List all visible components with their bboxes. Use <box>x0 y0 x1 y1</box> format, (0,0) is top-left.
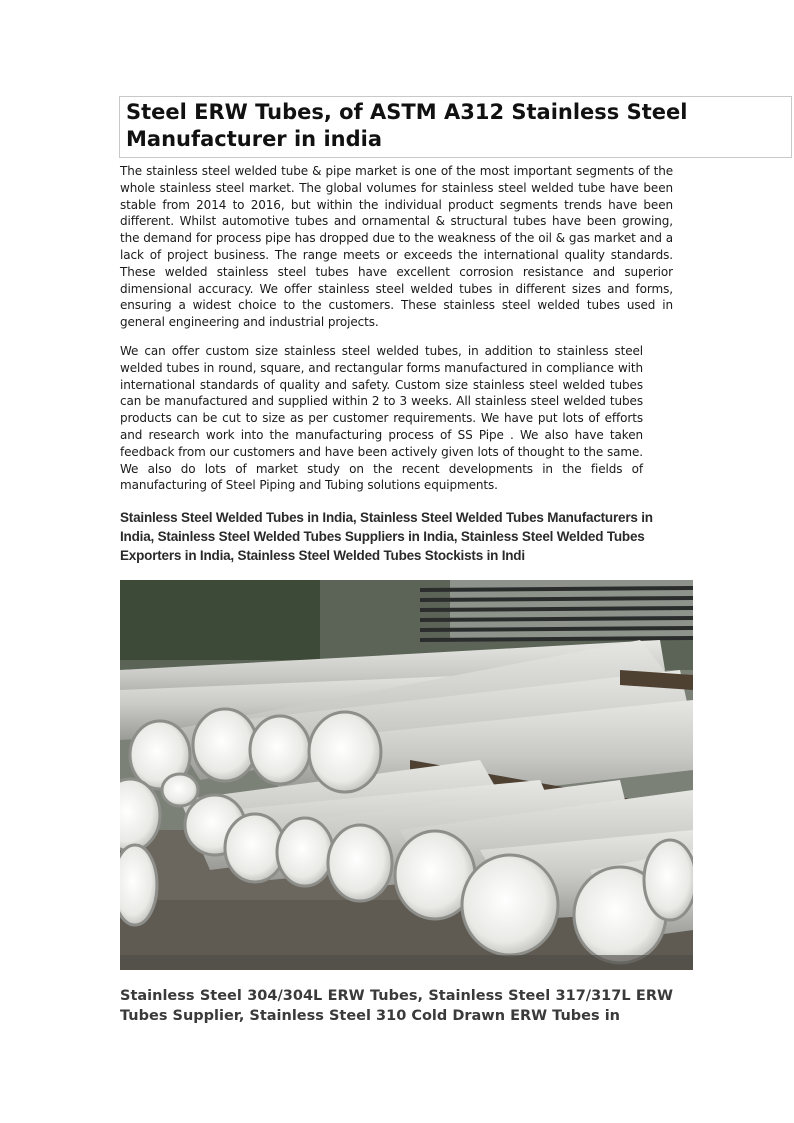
title-box <box>119 96 792 158</box>
page-title: Steel ERW Tubes, of ASTM A312 Stainless Steel Manufacturer in india <box>126 100 688 151</box>
grades-heading: Stainless Steel 304/304L ERW Tubes, Stainless Steel 317/317L ERW Tubes Supplier, Stainless Steel 310 Cold Drawn ERW Tubes in <box>120 988 673 1024</box>
steel-pipes-photo <box>120 580 693 970</box>
welded-tubes-subheading: Stainless Steel Welded Tubes in India, Stainless Steel Welded Tubes Manufacturers in India, Stainless Steel Welded Tubes Suppliers in India, Stainless Steel Welded Tubes Exporters in India, Stainless Steel Welded Tubes Stockists in Indi <box>120 510 653 563</box>
custom-size-paragraph: We can offer custom size stainless steel welded tubes, in addition to stainless steel welded tubes in round, square, and rectangular forms manufactured in compliance with international standards of quality and safety. Custom size stainless steel welded tubes can be manufactured and supplied within 2 to 3 weeks. All stainless steel welded tubes products can be cut to size as per customer requirements. We have put lots of efforts and research work into the manufacturing process of SS Pipe . We also have taken feedback from our customers and have been actively given lots of thought to the same. We also do lots of market study on the recent developments in the fields of manufacturing of Steel Piping and Tubing solutions equipments. <box>120 344 643 493</box>
intro-paragraph: The stainless steel welded tube & pipe market is one of the most important segments of the whole stainless steel market. The global volumes for stainless steel welded tube have been stable from 2014 to 2016, but within the individual product segments trends have been different. Whilst automotive tubes and ornamental & structural tubes have been growing, the demand for process pipe has dropped due to the weakness of the oil & gas market and a lack of project business. The range meets or exceeds the international quality standards. These welded stainless steel tubes have excellent corrosion resistance and superior dimensional accuracy. We offer stainless steel welded tubes in different sizes and forms, ensuring a widest choice to the customers. These stainless steel welded tubes used in general engineering and industrial projects. <box>120 164 673 330</box>
stacked-steel-pipes-photo <box>120 580 693 970</box>
